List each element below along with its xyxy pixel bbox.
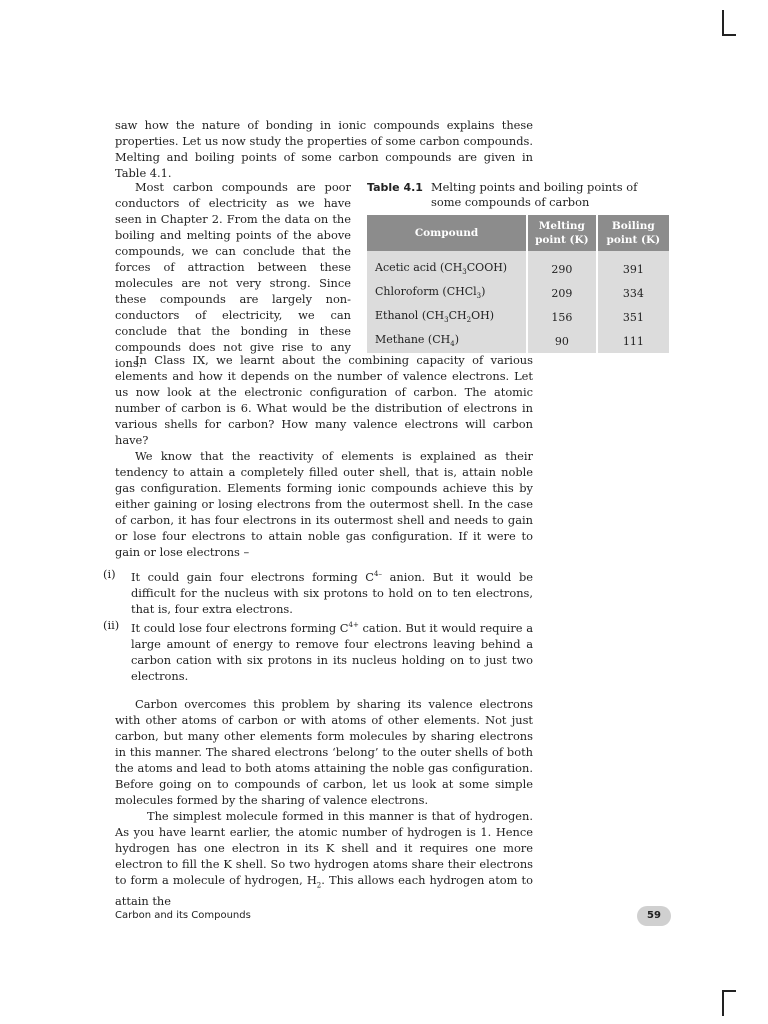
boiling-cell: 391 bbox=[597, 251, 669, 281]
compound-cell: Ethanol $(CH_3CH_2OH)$ bbox=[367, 305, 527, 329]
page-number-badge: 59 bbox=[637, 906, 671, 926]
table-caption bbox=[367, 180, 672, 210]
crop-mark-top-right bbox=[722, 34, 736, 36]
boiling-cell: 111 bbox=[597, 329, 669, 353]
melting-cell: 290 bbox=[527, 251, 597, 281]
table-label: Table 4.1 bbox=[367, 181, 423, 194]
sharing-paragraph: Carbon overcomes this problem by sharing its valence electrons with other atoms of carbon or with atoms of other elements. Not just carbon, but many other elements form molecules by sharing electrons in this manner. The shared electrons ‘belong’ to the outer shells of both the atoms and lead to both atoms attaining the noble gas configuration. Before going on to compounds of carbon, let us look at some simple molecules formed by the sharing of valence electrons. bbox=[115, 696, 533, 807]
table-row bbox=[367, 329, 669, 353]
table-row bbox=[367, 305, 669, 329]
melting-cell: 90 bbox=[527, 329, 597, 353]
crop-mark-bottom-right bbox=[722, 990, 736, 992]
body-text bbox=[103, 352, 534, 909]
crop-mark-top-right bbox=[722, 10, 724, 36]
reactivity-paragraph: We know that the reactivity of elements is explained as their tendency to attain a completely filled outer shell, that is, attain noble gas configuration. Elements forming ionic compounds achieve this by either gaining or losing electrons from the outermost shell. In the case of carbon, it has four electrons in its outermost shell and needs to gain or lose four electrons to attain noble gas configuration. If it were to gain or lose electrons – bbox=[115, 449, 533, 559]
compound-cell: Acetic acid $(CH_3COOH)$ bbox=[367, 251, 527, 281]
boiling-cell: 351 bbox=[597, 305, 669, 329]
list-item: (ii) It could lose four electrons forming $C^{4+}$ cation. But it would require a large amount of energy to remove four electrons leaving behind a carbon cation with six protons in its nucleus holding on to just two electrons. bbox=[103, 617, 534, 683]
compound-cell: Chloroform (CHCl$_3$) bbox=[367, 281, 527, 305]
conductors-paragraph: Most carbon compounds are poor conductors of electricity as we have seen in Chapter 2. From the data on the boiling and melting points of the above compounds, we can conclude that the forces of attraction between these molecules are not very strong. Since these compounds are largely non-conductors of electricity, we can conclude that the bonding in these compounds does not give rise to any ions. bbox=[115, 180, 351, 370]
list-item: (i) It could gain four electrons forming $C^{4-}$ anion. But it would be difficult for the nucleus with six protons to hold on to ten electrons, that is, four extra electrons. bbox=[103, 567, 533, 616]
hydrogen-paragraph: The simplest molecule formed in this manner is that of hydrogen. As you have learnt earlier, the atomic number of hydrogen is 1. Hence hydrogen has one electron in its K shell and it requires one more electron to fill the K shell. So two hydrogen atoms share their electrons to form a molecule of hydrogen, $H_2$. This allows each hydrogen atom to attain the bbox=[115, 808, 533, 908]
table-header: Boiling point (K) bbox=[597, 215, 669, 251]
compound-cell: Methane $(CH_4)$ bbox=[367, 329, 527, 353]
footer-chapter-title: Carbon and its Compounds bbox=[115, 910, 251, 921]
table-row bbox=[367, 281, 669, 305]
melting-cell: 209 bbox=[527, 281, 597, 305]
intro-paragraph: saw how the nature of bonding in ionic compounds explains these properties. Let us now study the properties of some carbon compounds. Melting and boiling points of some carbon compounds are given in Table 4.1. bbox=[115, 118, 533, 180]
class9-paragraph: In Class IX, we learnt about the combining capacity of various elements and how it depends on the number of valence electrons. Let us now look at the electronic configuration of carbon. The atomic number of carbon is 6. What would be the distribution of electrons in various shells for carbon? How many valence electrons will carbon have? bbox=[115, 353, 533, 447]
table-caption-text: Melting points and boiling points of some compounds of carbon bbox=[431, 180, 638, 209]
electron-options-list bbox=[103, 566, 534, 684]
melting-boiling-table bbox=[367, 215, 669, 353]
boiling-cell: 334 bbox=[597, 281, 669, 305]
table-header: Melting point (K) bbox=[527, 215, 597, 251]
crop-mark-bottom-right bbox=[722, 990, 724, 1016]
table-header: Compound bbox=[367, 215, 527, 251]
melting-cell: 156 bbox=[527, 305, 597, 329]
table-row bbox=[367, 251, 669, 281]
